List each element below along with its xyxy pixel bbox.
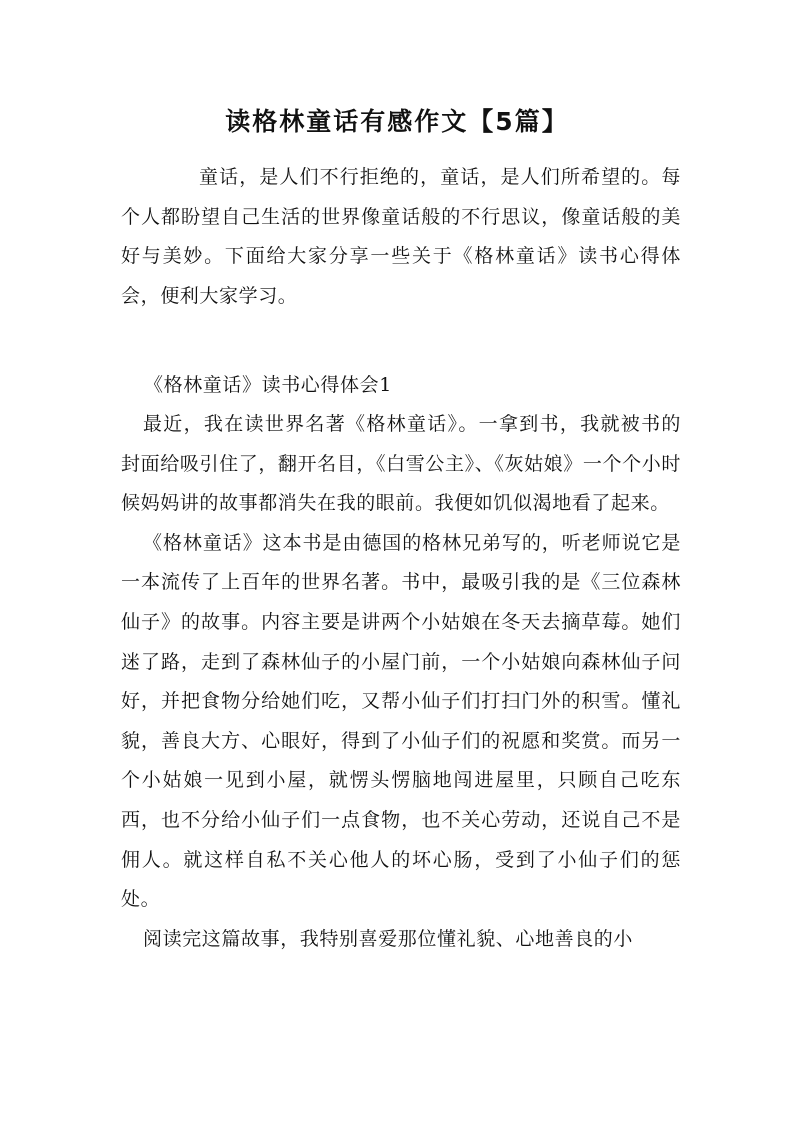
paragraph-2: 《格林童话》这本书是由德国的格林兄弟写的，听老师说它是一本流传了上百年的世界名著。书中，最吸引我的是《三位森林仙子》的故事。内容主要是讲两个小姑娘在冬天去摘草莓。她们迷了路，走到了森林仙子的小屋门前，一个小姑娘向森林仙子问好，并把食物分给她们吃，又帮小仙子们打扫门外的积雪。懂礼貌，善良大方、心眼好，得到了小仙子们的祝愿和奖赏。而另一个小姑娘一见到小屋，就愣头愣脑地闯进屋里，只顾自己吃东西，也不分给小仙子们一点食物，也不关心劳动，还说自己不是佣人。就这样自私不关心他人的坏心肠，受到了小仙子们的惩处。 xyxy=(121,531,681,911)
intro-paragraph: 童话，是人们不行拒绝的，童话，是人们所希望的。每个人都盼望自己生活的世界像童话般的不行思议，像童话般的美好与美妙。下面给大家分享一些关于《格林童话》读书心得体会，便利大家学习。 xyxy=(121,166,681,307)
document-title: 读格林童话有感作文【5篇】 xyxy=(225,107,569,136)
intro-section xyxy=(121,158,681,316)
article-body xyxy=(121,405,681,959)
paragraph-1: 最近，我在读世界名著《格林童话》。一拿到书，我就被书的封面给吸引住了，翻开名目，《白雪公主》、《灰姑娘》一个个小时候妈妈讲的故事都消失在我的眼前。我便如饥似渴地看了起来。 xyxy=(121,413,681,515)
section-heading: 《格林童话》读书心得体会1 xyxy=(144,374,392,396)
paragraph-3: 阅读完这篇故事，我特别喜爱那位懂礼貌、心地善良的小 xyxy=(143,927,634,950)
